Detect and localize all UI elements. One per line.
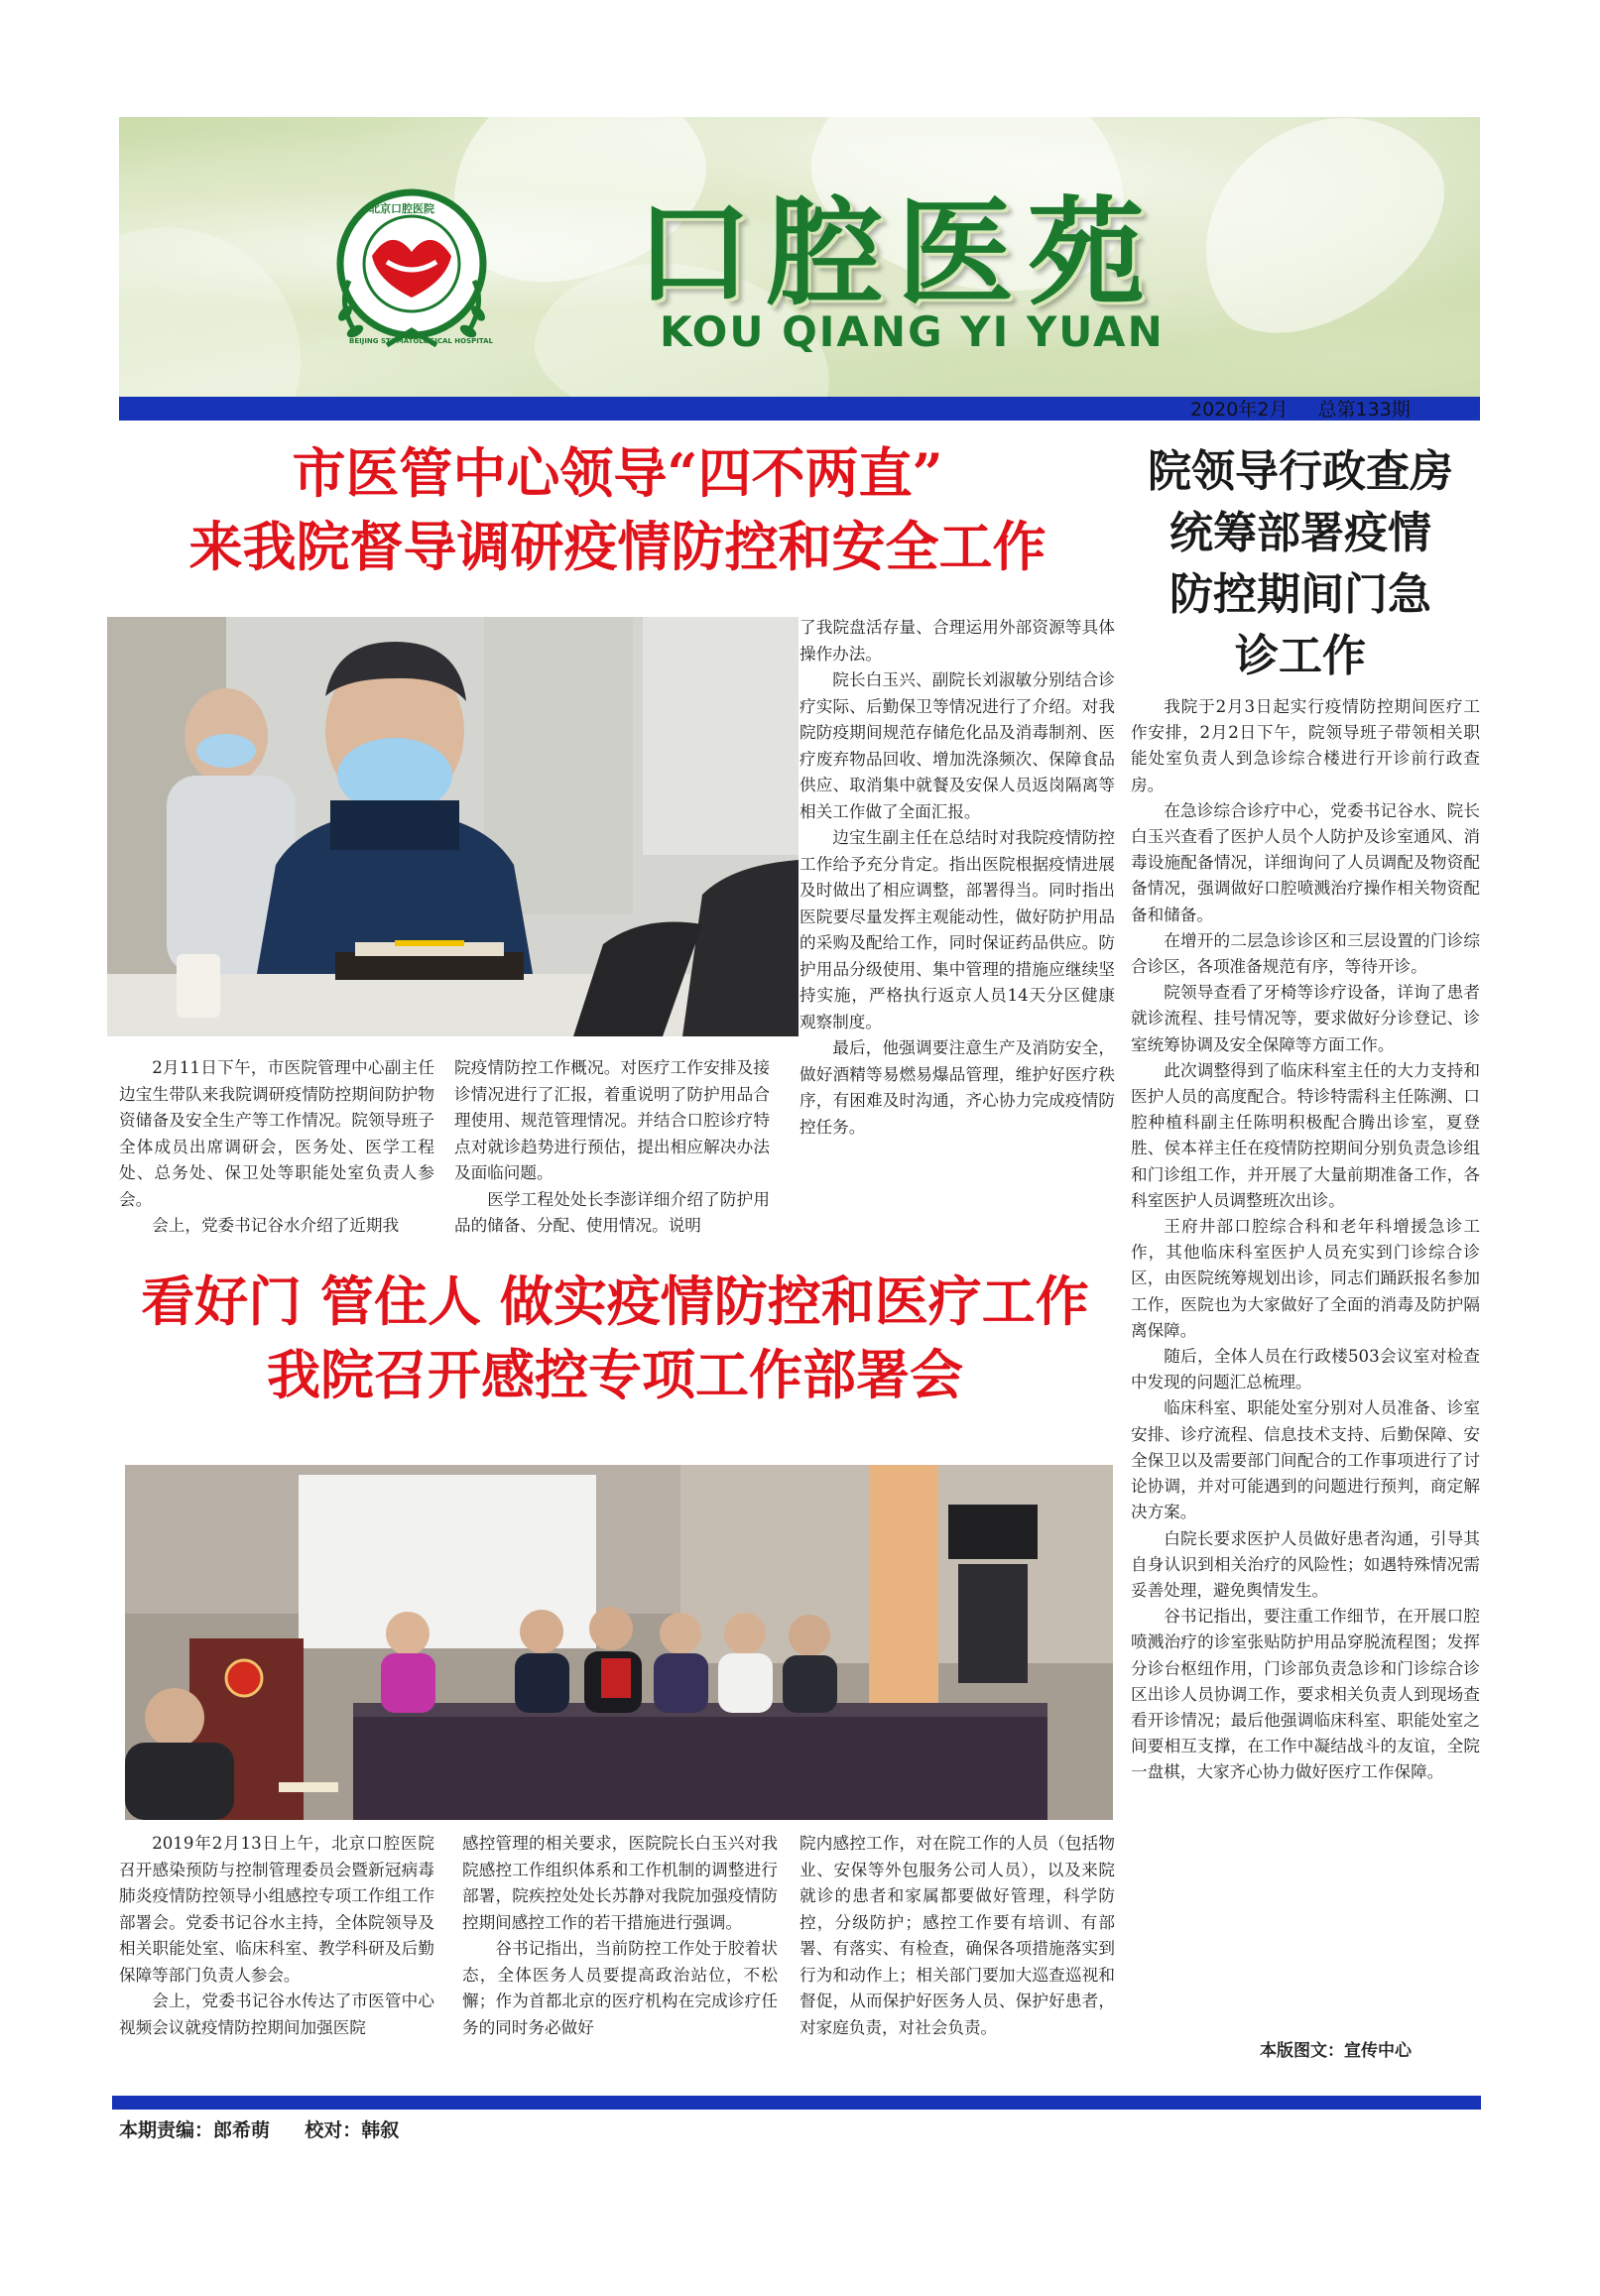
article2-column-1 [119,1831,434,2041]
bottom-rule [112,2096,1481,2110]
sidebar-paragraph: 白院长要求医护人员做好患者沟通，引导其自身认识到相关治疗的风险性；如遇特殊情况需妥善处理，避免舆情发生。 [1131,1528,1480,1600]
article1-photo [107,617,799,1036]
article1-column-2 [454,1055,770,1240]
masthead-title: 口腔医苑 [635,183,1160,321]
sidebar-body [1131,694,1480,1786]
masthead [119,117,1480,397]
article2-headline-line2: 我院召开感控专项工作部署会 [267,1343,963,1406]
article2-col1-paragraph: 2019年2月13日上午，北京口腔医院召开感染预防与控制管理委员会暨新冠病毒肺炎疫情防控领导小组感控专项工作组工作部署会。党委书记谷水主持，全体院领导及相关职能处室、临床科室、教学科研及后勤保障等部门负责人参会。 [119,1834,434,1985]
sidebar-paragraph: 随后，全体人员在行政楼503会议室对检查中发现的问题汇总梳理。 [1131,1347,1480,1392]
article1-col3-paragraph: 了我院盘活存量、合理运用外部资源等具体操作办法。 [800,618,1115,664]
photo-text-credit: 本版图文：宣传中心 [1260,2041,1412,2061]
sidebar-paragraph: 谷书记指出，要注重工作细节，在开展口腔喷溅治疗的诊室张贴防护用品穿脱流程图；发挥分诊台枢纽作用，门诊部负责急诊和门诊综合诊区出诊人员协调工作，要求相关负责人到现场查看开诊情况；最后他强调临床科室、职能处室之间要相互支撑，在工作中凝结战斗的友谊，全院一盘棋，大家齐心协力做好医疗工作保障。 [1131,1607,1480,1782]
article1-col3-paragraph: 院长白玉兴、副院长刘淑敏分别结合诊疗实际、后勤保卫等情况进行了介绍。对我院防疫期间规范存储危化品及消毒制剂、医疗废弃物品回收、增加洗涤频次、保障食品供应、取消集中就餐及安保人员返岗隔离等相关工作做了全面汇报。 [800,670,1115,821]
sidebar-headline-line: 统筹部署疫情 [1169,508,1431,558]
article1-headline-line1: 市医管中心领导“四不两直” [292,441,943,505]
issue-number: 总第133期 [1317,399,1411,421]
sidebar-paragraph: 院领导查看了牙椅等诊疗设备，详询了患者就诊流程、挂号情况等，要求做好分诊登记、诊室统筹协调及安全保障等方面工作。 [1131,983,1480,1054]
article1-headline-line2: 来我院督导调研疫情防控和安全工作 [188,515,1046,578]
article1-col3-paragraph: 最后，他强调要注意生产及消防安全，做好酒精等易燃易爆品管理，维护好医疗秩序，有困难及时沟通，齐心协力完成疫情防控任务。 [800,1038,1115,1137]
footer-editor: 本期责编：郎希萌 [119,2119,271,2141]
logo-text-en: BEIJING STOMATOLOGICAL HOSPITAL [349,337,493,345]
sidebar-paragraph: 在急诊综合诊疗中心，党委书记谷水、院长白玉兴查看了医护人员个人防护及诊室通风、消毒设施配备情况，详细询问了人员调配及物资配备情况，强调做好口腔喷溅治疗操作相关物资配备和储备。 [1131,800,1480,924]
article2-headline-line1: 看好门 管住人 做实疫情防控和医疗工作 [141,1269,1089,1333]
sidebar-paragraph: 我院于2月3日起实行疫情防控期间医疗工作安排，2月2日下午，院领导班子带领相关职能处室负责人到急诊综合楼进行开诊前行政查房。 [1131,697,1480,794]
footer [119,2115,399,2142]
sidebar-headline [1121,441,1480,687]
article1-col3-paragraph: 边宝生副主任在总结时对我院疫情防控工作给予充分肯定。指出医院根据疫情进展及时做出了相应调整，部署得当。同时指出医院要尽量发挥主观能动性，做好防护用品的采购及配给工作，同时保证药品供应。防护用品分级使用、集中管理的措施应继续坚持实施，严格执行返京人员14天分区健康观察制度。 [800,828,1115,1031]
article1-headline [119,436,1116,583]
article1-col2-paragraph: 医学工程处处长李澎详细介绍了防护用品的储备、分配、使用情况。说明 [454,1189,770,1235]
sidebar-headline-line: 院领导行政查房 [1148,446,1453,497]
sidebar-headline-line: 诊工作 [1235,631,1366,681]
article2-col1-paragraph: 会上，党委书记谷水传达了市医管中心视频会议就疫情防控期间加强医院 [119,1992,434,2037]
sidebar-paragraph: 此次调整得到了临床科室主任的大力支持和医护人员的高度配合。特诊特需科主任陈溯、口腔种植科副主任陈明积极配合腾出诊室，夏登胜、侯本祥主任在疫情防控期间分别负责急诊组和门诊组工作，并开展了大量前期准备工作，各科室医护人员调整班次出诊。 [1131,1060,1480,1210]
sidebar-headline-line: 防控期间门急 [1169,569,1431,620]
sidebar-paragraph: 王府井部口腔综合科和老年科增援急诊工作，其他临床科室医护人员充实到门诊综合诊区，由医院统筹规划出诊，同志们踊跃报名参加工作，医院也为大家做好了全面的消毒及防护隔离保障。 [1131,1217,1480,1340]
article2-photo [125,1465,1113,1820]
article1-col1-paragraph: 会上，党委书记谷水介绍了近期我 [152,1216,400,1235]
article2-col2-paragraph: 谷书记指出，当前防控工作处于胶着状态，全体医务人员要提高政治站位，不松懈；作为首都北京的医疗机构在完成诊疗任务的同时务必做好 [462,1939,778,2037]
sidebar-paragraph: 临床科室、职能处室分别对人员准备、诊室安排、诊疗流程、信息技术支持、后勤保障、安全保卫以及需要部门间配合的工作事项进行了讨论协调，并对可能遇到的问题进行预判，商定解决方案。 [1131,1398,1480,1522]
issue-date: 2020年2月 [1190,399,1289,421]
article1-column-1 [119,1055,434,1240]
conference-photo-icon [125,1465,1113,1820]
article2-col3-paragraph: 院内感控工作，对在院工作的人员（包括物业、安保等外包服务公司人员），以及来院就诊的患者和家属都要做好管理，科学防控，分级防护；感控工作要有培训、有部署、有落实、有检查，确保各项措施落实到行为和动作上；相关部门要加大巡查巡视和督促，从而保护好医务人员、保护好患者，对家庭负责，对社会负责。 [800,1834,1115,2037]
article1-col1-paragraph: 2月11日下午，市医院管理中心副主任边宝生带队来我院调研疫情防控期间防护物资储备及安全生产等工作情况。院领导班子全体成员出席调研会，医务处、医学工程处、总务处、保卫处等职能处室负责人参会。 [119,1058,434,1209]
logo-text-cn: 北京口腔医院 [369,202,434,215]
masthead-pinyin: KOU QIANG YI YUAN [660,307,1165,356]
article2-column-2 [462,1831,778,2041]
issue-info [1190,395,1488,422]
article1-column-3 [800,615,1115,1141]
sidebar-paragraph: 在增开的二层急诊诊区和三层设置的门诊综合诊区，各项准备规范有序，等待开诊。 [1131,930,1480,977]
meeting-photo-icon [107,617,799,1036]
article2-headline [99,1265,1131,1411]
footer-proofreader: 校对：韩叙 [305,2119,400,2141]
article2-col2-paragraph: 感控管理的相关要求，医院院长白玉兴对我院感控工作组织体系和工作机制的调整进行部署，院疾控处处长苏静对我院加强疫情防控期间感控工作的若干措施进行强调。 [462,1834,778,1932]
article2-column-3 [800,1831,1115,2041]
article1-col2-paragraph: 院疫情防控工作概况。对医疗工作安排及接诊情况进行了汇报，着重说明了防护用品合理使用、规范管理情况。并结合口腔诊疗特点对就诊趋势进行预估，提出相应解决办法及面临问题。 [454,1058,770,1182]
